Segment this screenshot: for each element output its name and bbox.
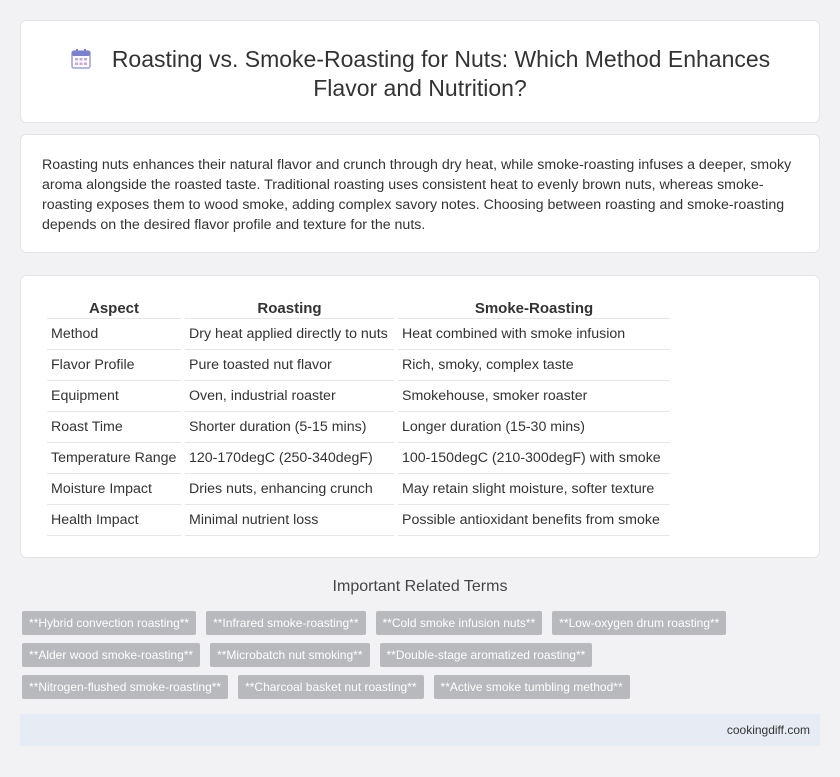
cell-roasting: Minimal nutrient loss [185, 505, 394, 536]
cell-smoke-roasting: Possible antioxidant benefits from smoke [398, 505, 670, 536]
page-title-wrap [21, 45, 819, 103]
cell-roasting: Pure toasted nut flavor [185, 350, 394, 381]
tag-row [22, 611, 812, 635]
table-row [47, 350, 670, 381]
tag[interactable]: **Alder wood smoke-roasting** [22, 643, 200, 667]
calendar-icon [70, 48, 92, 70]
page-title: Roasting vs. Smoke-Roasting for Nuts: Which Method Enhances Flavor and Nutrition? [111, 46, 771, 101]
table-row [47, 381, 670, 412]
tag[interactable]: **Double-stage aromatized roasting** [380, 643, 593, 667]
header-roasting: Roasting [185, 296, 394, 319]
cell-aspect: Temperature Range [47, 443, 181, 474]
cell-smoke-roasting: Smokehouse, smoker roaster [398, 381, 670, 412]
cell-roasting: Shorter duration (5-15 mins) [185, 412, 394, 443]
tag[interactable]: **Charcoal basket nut roasting** [238, 675, 423, 699]
cell-aspect: Method [47, 319, 181, 350]
cell-smoke-roasting: Longer duration (15-30 mins) [398, 412, 670, 443]
footer-bar [20, 714, 820, 746]
table-row [47, 505, 670, 536]
tag[interactable]: **Active smoke tumbling method** [434, 675, 630, 699]
comparison-card [20, 275, 820, 558]
tag[interactable]: **Infrared smoke-roasting** [206, 611, 365, 635]
related-terms-tags [22, 611, 812, 707]
cell-aspect: Moisture Impact [47, 474, 181, 505]
tag-row [22, 643, 812, 667]
table-row [47, 474, 670, 505]
table-row [47, 319, 670, 350]
cell-smoke-roasting: 100-150degC (210-300degF) with smoke [398, 443, 670, 474]
tag[interactable]: **Microbatch nut smoking** [210, 643, 369, 667]
cell-smoke-roasting: May retain slight moisture, softer texture [398, 474, 670, 505]
cell-aspect: Equipment [47, 381, 181, 412]
related-terms-heading: Important Related Terms [332, 578, 508, 595]
header-smoke-roasting: Smoke-Roasting [398, 296, 670, 319]
tag[interactable]: **Nitrogen-flushed smoke-roasting** [22, 675, 228, 699]
cell-roasting: Dry heat applied directly to nuts [185, 319, 394, 350]
table-row [47, 412, 670, 443]
footer-site-link[interactable]: cookingdiff.com [726, 723, 810, 737]
cell-aspect: Health Impact [47, 505, 181, 536]
tag-row [22, 675, 812, 699]
intro-card [20, 134, 820, 253]
cell-smoke-roasting: Rich, smoky, complex taste [398, 350, 670, 381]
cell-aspect: Roast Time [47, 412, 181, 443]
tag[interactable]: **Hybrid convection roasting** [22, 611, 196, 635]
cell-roasting: 120-170degC (250-340degF) [185, 443, 394, 474]
intro-paragraph: Roasting nuts enhances their natural flavor and crunch through dry heat, while smoke-roasting infuses a deeper, smoky aroma alongside the roasted taste. Traditional roasting uses consistent heat to evenly brown nuts, whereas smoke-roasting exposes them to wood smoke, adding complex savory notes. Choosing between roasting and smoke-roasting depends on the desired flavor profile and texture for the nuts. [42, 157, 792, 233]
comparison-table [43, 296, 674, 536]
cell-roasting: Dries nuts, enhancing crunch [185, 474, 394, 505]
cell-aspect: Flavor Profile [47, 350, 181, 381]
cell-smoke-roasting: Heat combined with smoke infusion [398, 319, 670, 350]
header-aspect: Aspect [47, 296, 181, 319]
tag[interactable]: **Cold smoke infusion nuts** [376, 611, 543, 635]
tag[interactable]: **Low-oxygen drum roasting** [552, 611, 726, 635]
title-card [20, 20, 820, 123]
cell-roasting: Oven, industrial roaster [185, 381, 394, 412]
table-header-row [47, 296, 670, 319]
table-row [47, 443, 670, 474]
